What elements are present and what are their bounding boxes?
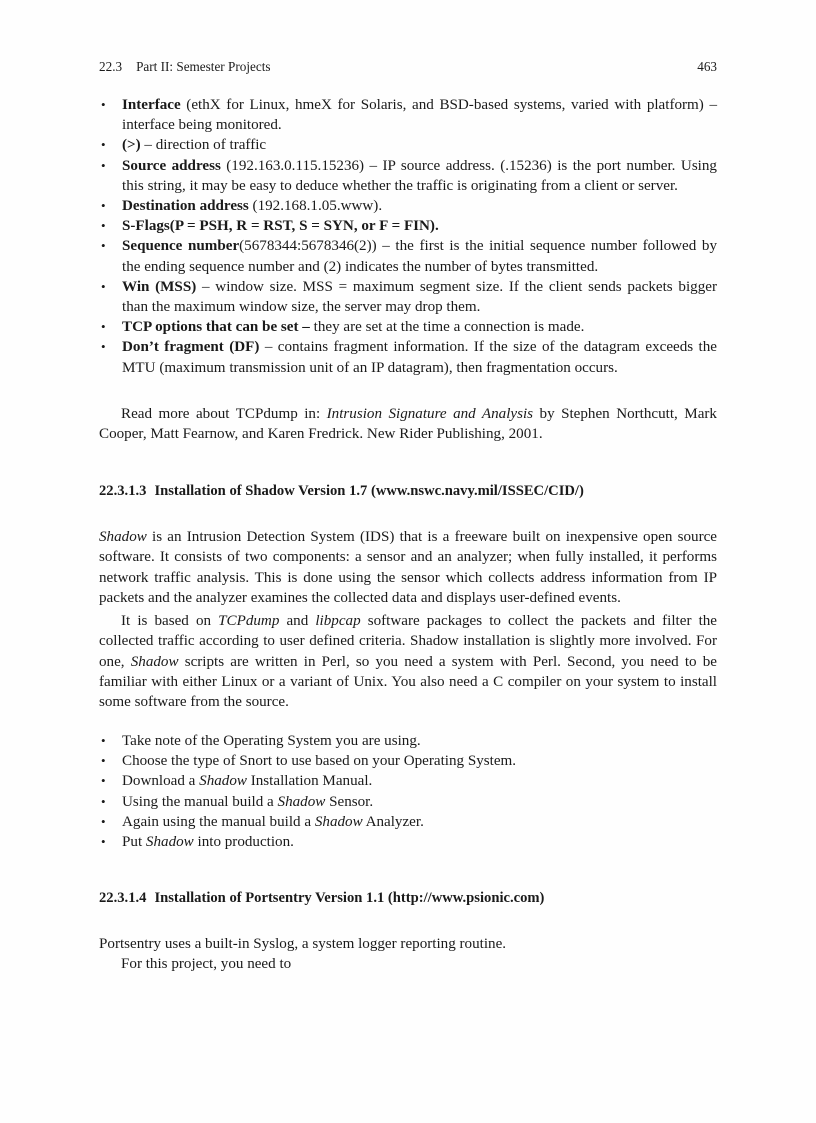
tcpdump-field-term: Source address bbox=[122, 157, 221, 174]
shadow-step-text: Put bbox=[122, 834, 146, 851]
shadow-step-item bbox=[99, 832, 717, 852]
shadow-step-text: Choose the type of Snort to use based on your Operating System. bbox=[122, 753, 517, 770]
shadow-step-text: Take note of the Operating System you are using. bbox=[122, 733, 421, 749]
tcpdump-field-term: Don’t fragment (DF) bbox=[122, 339, 260, 356]
shadow-section-heading-block bbox=[99, 481, 717, 501]
shadow-step-italic: Shadow bbox=[145, 834, 194, 851]
tcpdump-field-item bbox=[99, 135, 717, 155]
shadow-section-title: Installation of Shadow Version 1.7 (www.nswc.navy.mil/ISSEC/CID/) bbox=[154, 483, 584, 499]
tcpdump-field-item bbox=[99, 337, 717, 377]
shadow-section-number: 22.3.1.3 bbox=[99, 483, 147, 499]
shadow-step-text-tail: into production. bbox=[193, 834, 294, 851]
tcpdump-field-term: (>) bbox=[122, 137, 141, 154]
shadow-p2-italic-libpcap: libpcap bbox=[315, 613, 361, 629]
tcpdump-field-description: (192.163.0.115.15236) – IP source address. (.15236) is the port number. Using this string, it may be easy to deduce whether the traffic is originating from a client or server. bbox=[122, 157, 717, 194]
tcpdump-field-description: they are set at the time a connection is made. bbox=[309, 319, 585, 336]
read-more-lead: Read more about TCPdump in: bbox=[121, 406, 327, 422]
shadow-p2-part-1: It is based on bbox=[121, 613, 219, 629]
shadow-step-text-tail: Installation Manual. bbox=[246, 773, 373, 790]
book-title: Intrusion Signature and Analysis bbox=[326, 406, 534, 422]
shadow-step-text: Again using the manual build a bbox=[122, 813, 315, 830]
tcpdump-field-description: (192.168.1.05.www). bbox=[248, 198, 383, 215]
shadow-step-item bbox=[99, 751, 717, 771]
page-number: 463 bbox=[697, 59, 717, 74]
tcpdump-field-description: – window size. MSS = maximum segment size. If the client sends packets bigger than the maximum window size, the server may drop them. bbox=[122, 278, 717, 316]
portsentry-paragraph-1: Portsentry uses a built-in Syslog, a system logger reporting routine. bbox=[99, 936, 507, 952]
shadow-p2-part-4: scripts are written in Perl, so you need a system with Perl. Second, you need to be familiar with either Linux or a variant of Unix. You also need a C compiler on your system to install some software from the source. bbox=[99, 653, 718, 711]
tcpdump-field-term: Destination address bbox=[122, 198, 249, 215]
shadow-step-item bbox=[99, 812, 717, 832]
shadow-p2-part-3: software packages to collect the packets and filter the collected traffic according to user defined criteria. Shadow installation is slightly more involved. For one, bbox=[99, 613, 718, 670]
tcpdump-field-description: – direction of traffic bbox=[140, 137, 267, 154]
shadow-step-text: Download a bbox=[122, 773, 200, 790]
shadow-p2-part-2: and bbox=[279, 613, 316, 629]
read-more-paragraph-block bbox=[99, 404, 717, 445]
tcpdump-field-description: (5678344:5678346(2)) – the first is the initial sequence number followed by the ending sequence number and (2) indicates the number of bytes transmitted. bbox=[122, 238, 717, 275]
tcpdump-field-item bbox=[99, 156, 717, 196]
portsentry-section-number: 22.3.1.4 bbox=[99, 890, 147, 906]
running-head-section-number: 22.3 bbox=[99, 59, 123, 74]
tcpdump-field-term: Win (MSS) bbox=[122, 278, 197, 295]
tcpdump-field-term: Interface bbox=[122, 97, 181, 113]
shadow-p2-italic-tcpdump: TCPdump bbox=[218, 613, 280, 629]
portsentry-section-title: Installation of Portsentry Version 1.1 (http://www.psionic.com) bbox=[154, 890, 545, 906]
shadow-step-item bbox=[99, 792, 717, 812]
tcpdump-field-item bbox=[99, 216, 717, 236]
tcpdump-field-list bbox=[99, 95, 717, 378]
shadow-step-italic: Shadow bbox=[277, 793, 326, 810]
tcpdump-field-description: (ethX for Linux, hmeX for Solaris, and BSD-based systems, varied with platform) – interface being monitored. bbox=[122, 97, 717, 134]
portsentry-paragraph-2: For this project, you need to bbox=[121, 956, 292, 973]
running-head bbox=[99, 57, 717, 77]
shadow-paragraph-1-text: is an Intrusion Detection System (IDS) that is a freeware built on inexpensive open source software. It consists of two components: a sensor and an analyzer; when fully installed, it performs network traffic analysis. This is done using the sensor which collects address information from IP packets and the analyzer examines the collected data and displays user-defined events. bbox=[99, 529, 717, 606]
shadow-paragraph-2 bbox=[99, 611, 717, 712]
shadow-paragraph-2-block bbox=[99, 611, 717, 712]
tcpdump-field-item bbox=[99, 317, 717, 337]
tcpdump-field-term: S-Flags(P = PSH, R = RST, S = SYN, or F = FIN). bbox=[122, 218, 439, 235]
shadow-p2-italic-shadow: Shadow bbox=[130, 653, 179, 670]
shadow-step-text: Using the manual build a bbox=[122, 793, 278, 810]
tcpdump-field-term: TCP options that can be set – bbox=[122, 319, 310, 336]
shadow-section-heading bbox=[99, 481, 717, 501]
running-head-title: Part II: Semester Projects bbox=[136, 59, 271, 74]
tcpdump-field-description: – contains fragment information. If the size of the datagram exceeds the MTU (maximum transmission unit of an IP datagram), then fragmentation occurs. bbox=[122, 339, 717, 376]
shadow-step-item bbox=[99, 771, 717, 791]
tcpdump-field-term: Sequence number bbox=[122, 238, 240, 255]
portsentry-section-heading-block bbox=[99, 888, 717, 908]
tcpdump-field-item bbox=[99, 95, 717, 135]
portsentry-body-block bbox=[99, 934, 717, 975]
shadow-step-text-tail: Sensor. bbox=[325, 793, 374, 810]
shadow-step-italic: Shadow bbox=[314, 813, 363, 830]
shadow-paragraph-1-block bbox=[99, 527, 717, 608]
tcpdump-field-item bbox=[99, 236, 717, 276]
shadow-step-italic: Shadow bbox=[199, 773, 247, 790]
shadow-italic-lead: Shadow bbox=[99, 529, 147, 545]
tcpdump-field-item bbox=[99, 277, 717, 317]
portsentry-section-heading bbox=[99, 888, 717, 908]
shadow-step-item bbox=[99, 731, 717, 751]
read-more-paragraph bbox=[99, 404, 717, 445]
shadow-paragraph-1 bbox=[99, 527, 717, 608]
shadow-steps-list bbox=[99, 731, 717, 852]
shadow-step-text-tail: Analyzer. bbox=[362, 813, 424, 830]
tcpdump-field-item bbox=[99, 196, 717, 216]
read-more-tail: by Stephen Northcutt, Mark Cooper, Matt Fearnow, and Karen Fredrick. New Rider Publishing, 2001. bbox=[99, 406, 717, 443]
